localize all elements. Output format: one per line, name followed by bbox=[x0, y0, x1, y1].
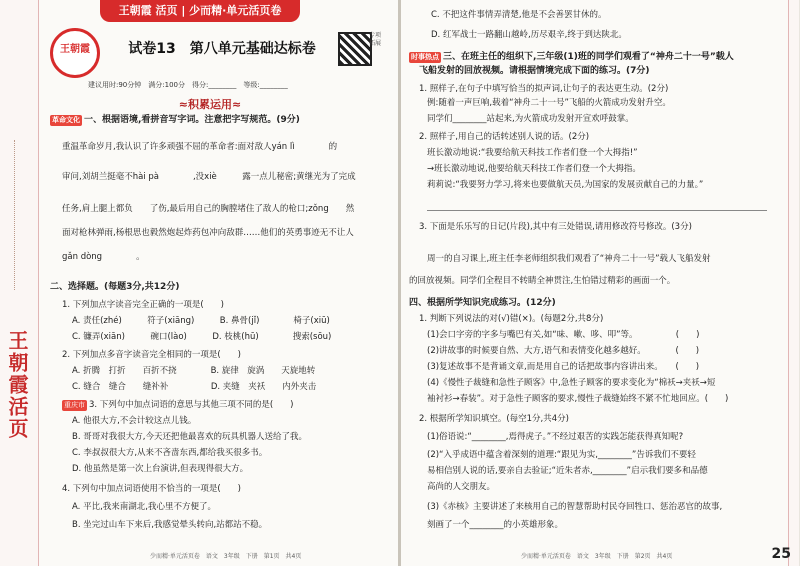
q2-item: 2. 下列加点多音字读音完全相同的一项是( ) bbox=[62, 350, 241, 360]
page-title: 试卷13 第八单元基础达标卷 bbox=[128, 41, 316, 57]
diary-text: 的回放视频。同学们全程目不转睛全神贯注,生怕错过精彩的画面一个。 bbox=[409, 276, 676, 286]
q2-option: A. 他很大方,不会计较这点儿钱。 bbox=[72, 416, 197, 426]
strip-brand: 王朝霞活页 bbox=[5, 330, 29, 440]
q4-fill: (2)“入乎成语中蕴含着深刻的道理:“跟见为实,________”告诉我们不要轻 bbox=[427, 450, 696, 460]
left-page bbox=[0, 0, 398, 566]
question-2: 二、选择题。(每题3分,共12分) bbox=[50, 282, 180, 292]
q3-text: 班长激动地说:“我要给航天科技工作者们登一个大拇指!” bbox=[427, 148, 638, 158]
question-1: 革命文化 一、根据语境,看拼音写字词。注意把字写规范。(9分) bbox=[52, 115, 300, 125]
page-number: 25 bbox=[771, 546, 791, 562]
brand-logo: 王朝霞 bbox=[50, 28, 100, 78]
q1-line: 任务,肩上腿上都负 了伤,最后用自己的胸膛堵住了敌人的枪口;zǒng 然 bbox=[62, 204, 355, 214]
q4-fill: 易相信别人说的话,要亲自去验证;“近朱者赤,________”启示我们要多和品德 bbox=[427, 466, 708, 476]
q2-option: C. 镰弄(xiān) 碗口(lào) D. 枝桃(hū) 搜索(sōu) bbox=[72, 332, 332, 342]
q3-text: 莉莉说:“我要努力学习,将来也要做航天员,为国家的发展贡献自己的力量。” bbox=[427, 180, 704, 190]
region-tag: 重庆市 bbox=[64, 401, 85, 409]
question-3-cont: 飞船发射的回放视频。请根据情境完成下面的练习。(7分) bbox=[419, 66, 650, 76]
q3-text: 例:随着一声巨响,载着“神舟二十一号”飞船的火箭成功发射升空。 bbox=[427, 98, 671, 108]
q3-item: 3. 下面是乐乐写的日记(片段),其中有三处错误,请用修改符号修改。(3分) bbox=[419, 222, 692, 232]
q4-item: 1. 判断下列说法的对(√)错(×)。(每题2分,共8分) bbox=[419, 314, 604, 324]
brand-banner: 王朝霞 活页 | 少而精·单元活页卷 bbox=[100, 0, 300, 22]
q1-line: gǎn dòng 。 bbox=[62, 252, 145, 262]
section-heading: ≈积累运用≈ bbox=[178, 98, 242, 111]
q4-fill: 刻画了一个________的小英雄形象。 bbox=[427, 520, 564, 530]
question-3: 时事热点 三、在班主任的组织下,三年级(1)班的同学们观看了“神舟二十一号”载人 bbox=[411, 52, 734, 62]
q2-option: B. 坐完过山车下来后,我感觉晕头转向,站都站不稳。 bbox=[72, 520, 268, 530]
page-footer: 少而精·单元活页卷 语文 3年级 下册 第1页 共4页 bbox=[150, 553, 302, 560]
q2-item: 4. 下列句中加点词语使用不恰当的一项是( ) bbox=[62, 484, 241, 494]
q2-item: 1. 下列加点字读音完全正确的一项是( ) bbox=[62, 300, 224, 310]
left-binding-strip bbox=[0, 0, 39, 566]
q3-item: 2. 照样子,用自己的话转述别人说的话。(2分) bbox=[419, 132, 590, 142]
page-footer: 少而精·单元活页卷 语文 3年级 下册 第2页 共4页 bbox=[521, 553, 673, 560]
diary-text: 周一的自习课上,班主任李老师组织我们观看了“神舟二十一号”载人飞船发射 bbox=[427, 254, 711, 264]
right-binding-strip bbox=[788, 0, 799, 566]
q4-statement: (2)讲故事的时候要自然、大方,语气和表情变化越多越好。 ( ) bbox=[427, 346, 700, 356]
q2-option: D. 红军战士一路翻山越岭,历尽艰辛,终于到达陕北。 bbox=[431, 30, 627, 40]
exam-meta: 建议用时:90分钟 满分:100分 得分:________ 等级:________ bbox=[88, 81, 288, 89]
q1-line: 面对枪林弹雨,杨根思也毅然炮起炸药包冲向敌群……他们的英勇事迹无不让人 bbox=[62, 228, 354, 238]
q4-statement: 袖衬衫→春装”。对于急性子顾客的要求,慢性子裁缝始终不紧不忙地回应。( ) bbox=[427, 394, 729, 404]
q3-item: 1. 照样子,在句子中填写恰当的拟声词,让句子的表达更生动。(2分) bbox=[419, 84, 669, 94]
topic-tag: 革命文化 bbox=[52, 116, 80, 124]
q2-item: 重庆市 3. 下列句中加点词语的意思与其他三项不同的是( ) bbox=[64, 400, 294, 410]
q4-statement: (1)会口字旁的字多与嘴巴有关,如“味、嗽、哆、叩”等。 ( ) bbox=[427, 330, 700, 340]
q2-option: C. 不把这件事情弄清楚,他是不会善罢甘休的。 bbox=[431, 10, 607, 20]
qr-label: 专项拓展 bbox=[369, 32, 382, 47]
q4-item: 2. 根据所学知识填空。(每空1分,共4分) bbox=[419, 414, 569, 424]
q3-text: →班长激动地说,他要给航天科技工作者们登一个大拇指。 bbox=[427, 164, 641, 174]
q2-option: A. 责任(zhé) 符子(xiāng) B. 鼻骨(jǐ) 椅子(xiū) bbox=[72, 316, 330, 326]
q2-option: A. 折腾 打折 百折不挠 B. 旋律 旋涡 天旋地转 bbox=[72, 366, 316, 376]
right-page bbox=[401, 0, 799, 566]
question-4: 四、根据所学知识完成练习。(12分) bbox=[409, 298, 556, 308]
q3-fill: 同学们________站起来,为火箭成功发射开宣欢呼鼓掌。 bbox=[427, 114, 634, 124]
topic-tag: 时事热点 bbox=[411, 53, 439, 61]
q2-option: B. 哥哥对我很大方,今天还把他最喜欢的玩具机器人送给了我。 bbox=[72, 432, 307, 442]
q1-line: 重温革命岁月,我认识了许多顽强不屈的革命者:面对敌人yán lì 的 bbox=[62, 142, 338, 152]
q2-option: A. 平比,我来南湖北,我心里不方便了。 bbox=[72, 502, 216, 512]
q2-option: C. 缝合 缝合 缝补补 D. 夹缝 夹袄 内外夹击 bbox=[72, 382, 317, 392]
q2-option: D. 他虽然是第一次上台演讲,但表现得很大方。 bbox=[72, 464, 249, 474]
q2-option: C. 李叔叔很大方,从来不吝啬东西,都给我买很多书。 bbox=[72, 448, 268, 458]
q4-statement: (4)《慢性子裁缝和急性子顾客》中,急性子顾客的要求变化为“棉袄→夹袄→短 bbox=[427, 378, 716, 388]
q4-statement: (3)复述故事不是背诵文章,而是用自己的话把故事内容讲出来。 ( ) bbox=[427, 362, 700, 372]
answer-line bbox=[427, 210, 767, 211]
q4-fill: (1)俗语说:“________,焉得虎子。”不经过艰苦的实践怎能获得真知呢? bbox=[427, 432, 684, 442]
qr-code-icon bbox=[338, 32, 372, 66]
cut-line bbox=[14, 140, 25, 290]
q4-fill: (3)《赤核》主要讲述了来核用自己的智慧帮助村民夺回牲口、惩治恶官的故事, bbox=[427, 502, 723, 512]
q4-fill: 高尚的人交朋友。 bbox=[427, 482, 496, 492]
q1-line: 审问,刘胡兰挺毫不hài pà ,没xiè 露一点儿秘密;黄继光为了完成 bbox=[62, 172, 356, 182]
